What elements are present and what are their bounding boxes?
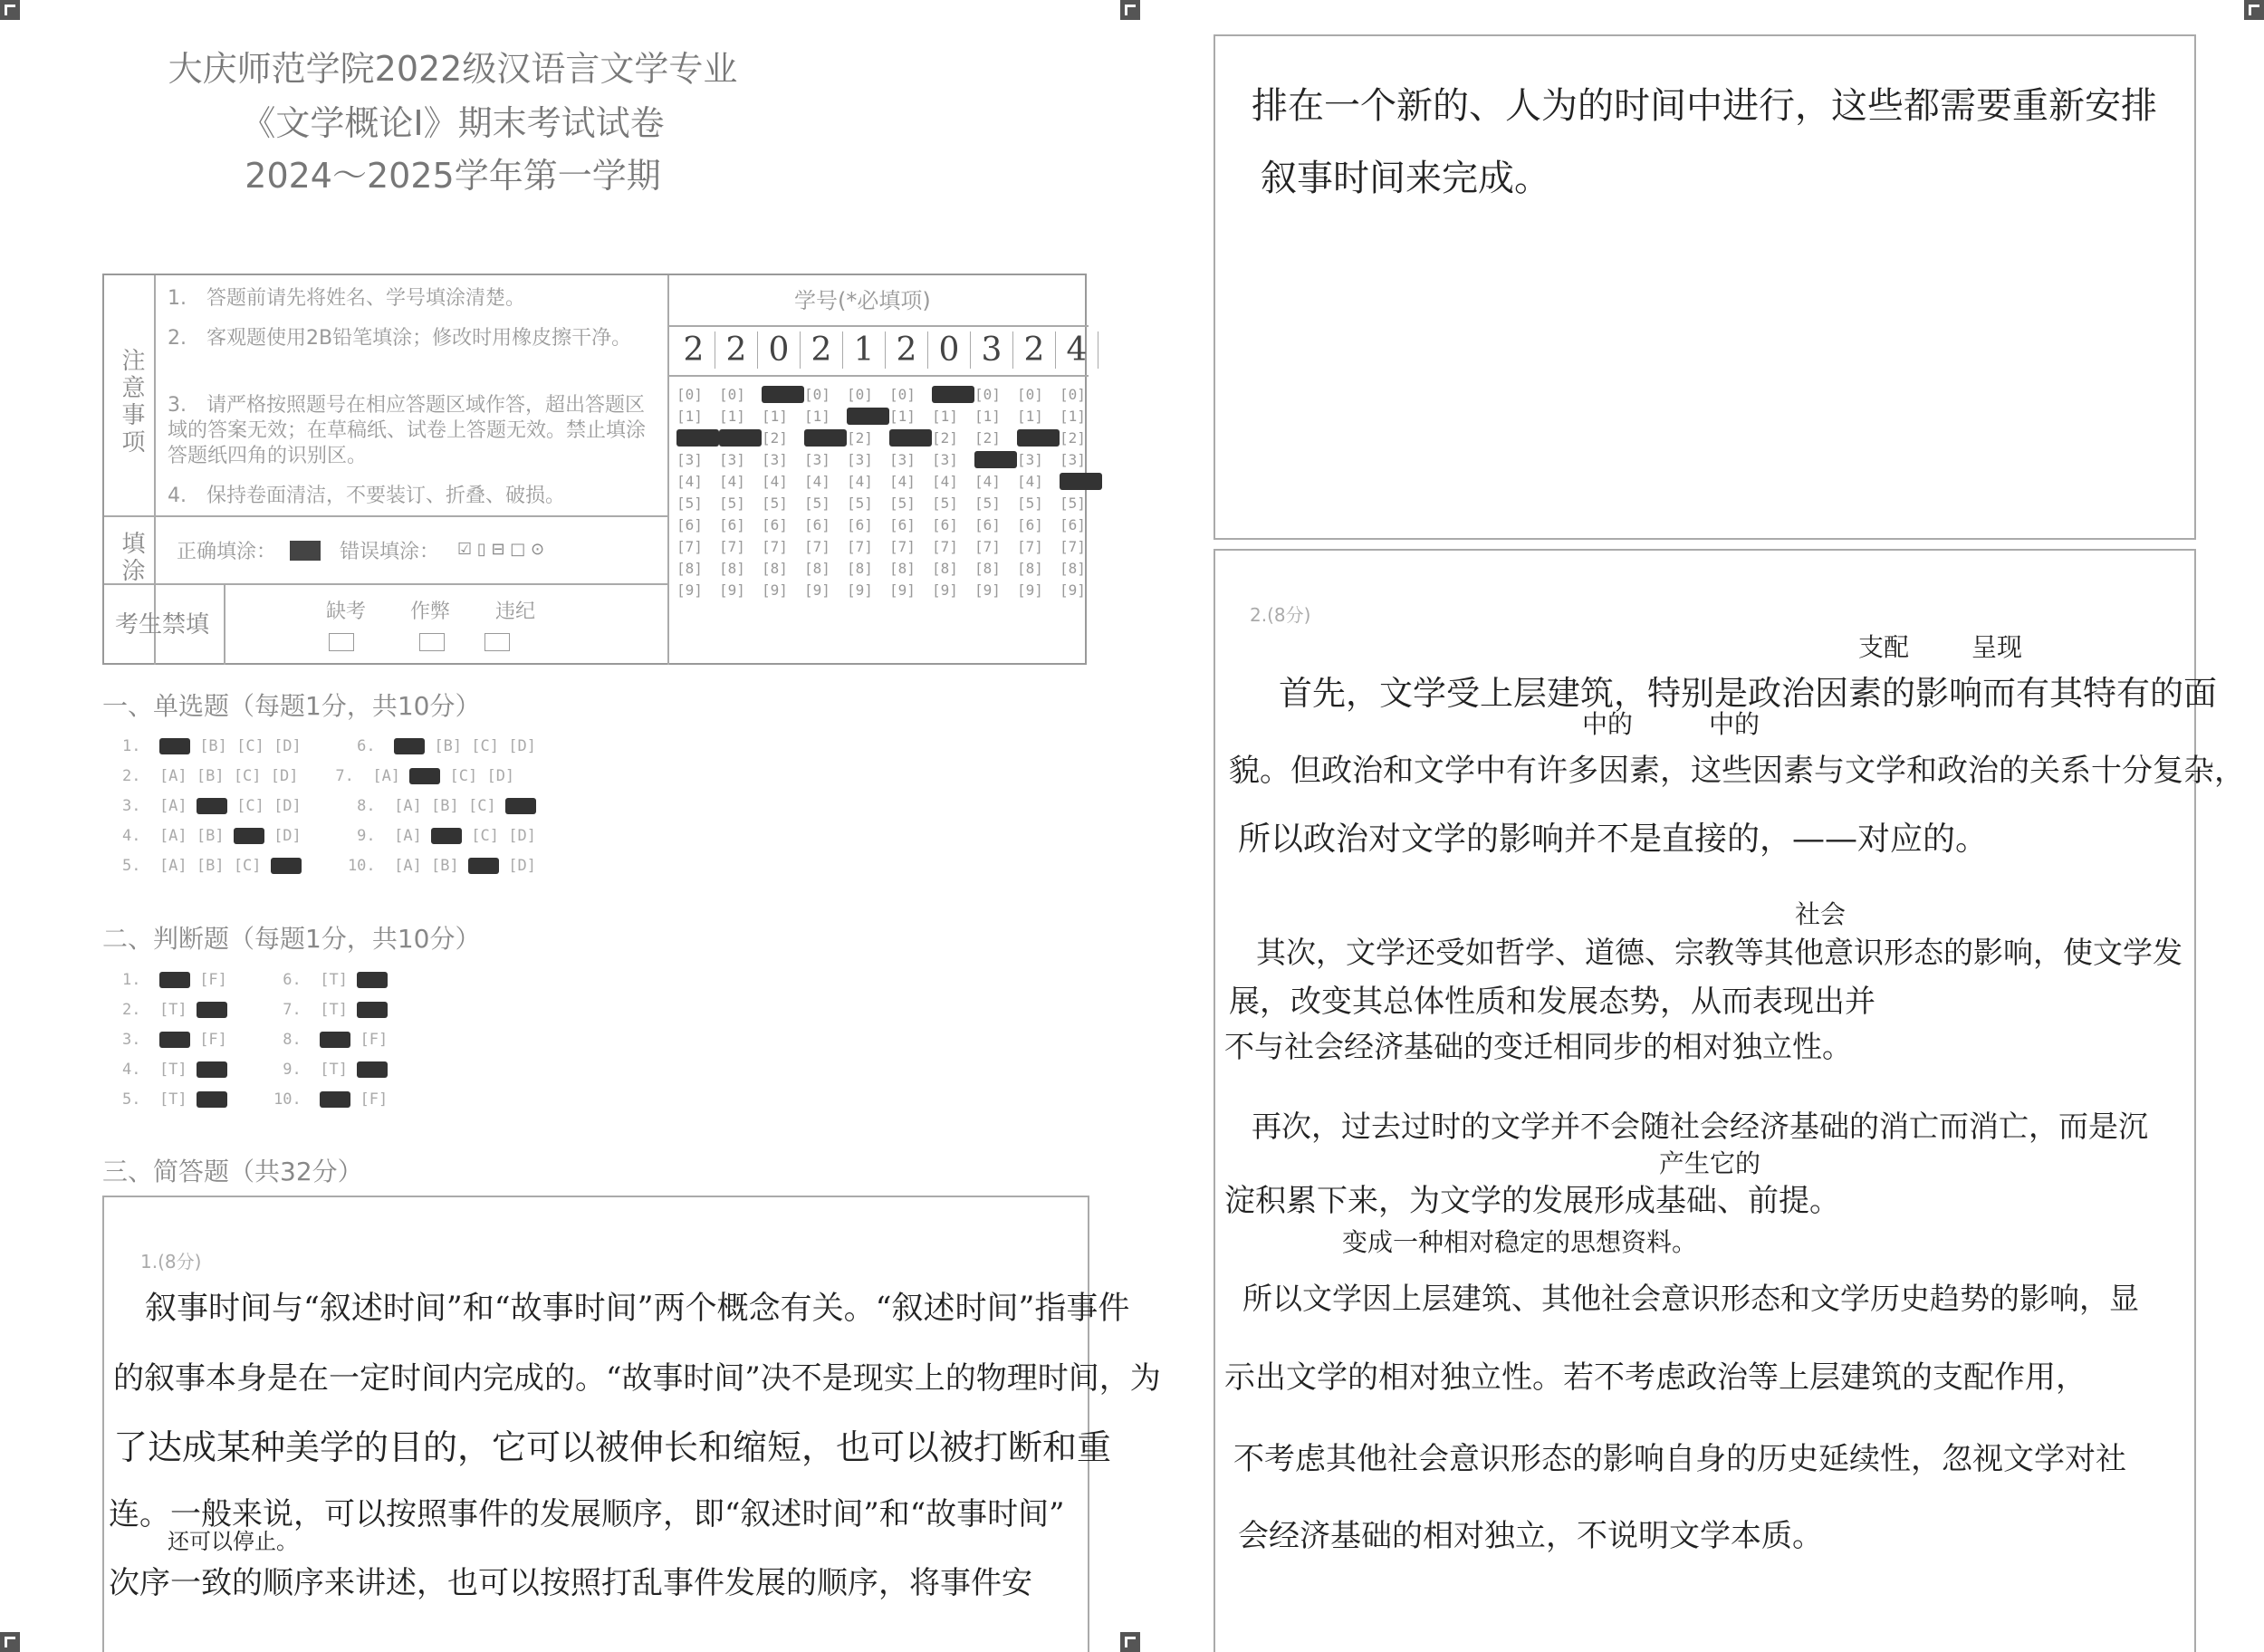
student-id-digit: 0 [928, 331, 971, 369]
q2-annotation: 变成一种相对稳定的思想资料。 [1342, 1227, 1698, 1257]
q1-score-label: 1.(8分) [140, 1251, 202, 1273]
forbidden-box-absent[interactable] [329, 633, 354, 651]
id-bubble[interactable]: [6] [932, 516, 958, 533]
id-bubble[interactable]: [3] [804, 451, 830, 468]
id-bubble[interactable]: [0] [847, 386, 873, 403]
q1-line-3: 了达成某种美学的目的，它可以被伸长和缩短，也可以被打断和重 [113, 1427, 1112, 1467]
id-bubble[interactable]: [3] [1017, 451, 1043, 468]
q1-line-1: 叙事时间与“叙述时间”和“故事时间”两个概念有关。“叙述时间”指事件 [145, 1291, 1130, 1327]
id-bubble[interactable]: [5] [804, 495, 830, 512]
id-bubble[interactable]: [2] [932, 429, 958, 447]
id-bubble[interactable]: [8] [804, 560, 830, 577]
filled-answer-mark [197, 1002, 227, 1018]
filled-answer-mark [320, 1091, 350, 1108]
id-bubble[interactable]: [3] [762, 451, 788, 468]
id-bubble[interactable]: [5] [676, 495, 703, 512]
id-bubble[interactable]: [6] [847, 516, 873, 533]
id-bubble[interactable] [889, 429, 932, 447]
student-id-digits [673, 331, 1098, 369]
tf-row[interactable]: 2. [T] 7. [T] [122, 1001, 388, 1019]
id-bubble[interactable]: [4] [804, 473, 830, 490]
id-bubble[interactable]: [5] [1017, 495, 1043, 512]
forbidden-box-violation[interactable] [484, 633, 510, 651]
id-bubble[interactable]: [1] [804, 408, 830, 425]
q2-line-6: 不与社会经济基础的变迁相同步的相对独立性。 [1224, 1029, 1852, 1064]
id-bubble[interactable]: [7] [1060, 538, 1086, 555]
corner-mark-top-mid [1120, 0, 1140, 20]
id-bubble[interactable]: [7] [804, 538, 830, 555]
tf-row[interactable]: 4. [T] 9. [T] [122, 1061, 388, 1079]
corner-mark-bottom-mid [1120, 1632, 1140, 1652]
id-bubble[interactable]: [7] [719, 538, 745, 555]
filled-answer-mark [159, 1032, 190, 1048]
q2-line-8: 淀积累下来，为文学的发展形成基础、前提。 [1224, 1183, 1840, 1219]
id-bubble[interactable]: [8] [676, 560, 703, 577]
q2-annotation: 中的 [1582, 709, 1634, 739]
mc-row[interactable]: 3. [A] [C] [D] 8. [A] [B] [C] [122, 797, 536, 815]
exam-title-line1: 大庆师范学院2022级汉语言文学专业 [168, 49, 738, 89]
id-bubble[interactable] [1017, 429, 1060, 447]
q1-cont-line-1: 排在一个新的、人为的时间中进行，这些都需要重新安排 [1252, 85, 2157, 127]
student-id-digit: 1 [843, 331, 886, 369]
id-bubble[interactable]: [4] [1017, 473, 1043, 490]
filled-answer-mark [505, 798, 536, 814]
mc-row[interactable]: 5. [A] [B] [C] 10. [A] [B] [D] [122, 857, 536, 875]
section1-title: 一、单选题（每题1分，共10分） [102, 691, 481, 721]
id-bubble[interactable]: [6] [804, 516, 830, 533]
filled-answer-mark [320, 1032, 350, 1048]
id-bubble[interactable]: [7] [932, 538, 958, 555]
student-id-label: 学号(*必填项) [794, 288, 931, 313]
id-bubble[interactable]: [0] [719, 386, 745, 403]
id-bubble[interactable]: [1] [762, 408, 788, 425]
id-bubble[interactable]: [4] [847, 473, 873, 490]
filled-answer-mark [197, 798, 227, 814]
correct-fill-label: 正确填涂： [177, 541, 277, 563]
id-bubble[interactable]: [2] [974, 429, 1001, 447]
id-bubble[interactable]: [2] [1060, 429, 1086, 447]
notice-title: 注意事项 [118, 348, 145, 456]
id-bubble[interactable]: [0] [974, 386, 1001, 403]
filled-answer-mark [409, 768, 440, 784]
id-bubble[interactable]: [4] [889, 473, 916, 490]
id-bubble[interactable]: [7] [889, 538, 916, 555]
id-bubble[interactable]: [0] [1017, 386, 1043, 403]
id-bubble[interactable] [804, 429, 847, 447]
student-id-digit: 2 [886, 331, 928, 369]
id-bubble[interactable]: [6] [1060, 516, 1086, 533]
q2-line-12: 会经济基础的相对独立，不说明文学本质。 [1238, 1518, 1823, 1554]
id-bubble[interactable]: [9] [847, 581, 873, 599]
id-bubble[interactable]: [9] [1060, 581, 1086, 599]
exam-title-line2: 《文学概论Ⅰ》期末考试试卷 [241, 103, 665, 143]
id-bubble[interactable]: [5] [719, 495, 745, 512]
id-bubble[interactable] [1060, 473, 1102, 490]
student-id-digit: 2 [1013, 331, 1056, 369]
id-bubble[interactable]: [1] [889, 408, 916, 425]
notice-item-3: 3. 请严格按照题号在相应答题区域作答，超出答题区域的答案无效；在草稿纸、试卷上答题无效。禁止填涂答题纸四角的识别区。 [168, 394, 647, 467]
q1-continuation-box[interactable] [1214, 34, 2196, 540]
corner-mark-top-right [2244, 0, 2264, 20]
id-bubble[interactable]: [1] [1060, 408, 1086, 425]
corner-mark-bottom-left [0, 1632, 20, 1652]
id-bubble[interactable]: [8] [889, 560, 916, 577]
q2-annotation: 社会 [1795, 899, 1847, 929]
q1-answer-box[interactable] [102, 1196, 1161, 1652]
forbidden-label: 考生禁填 [115, 611, 210, 639]
filled-answer-mark [234, 828, 264, 844]
filled-answer-mark [394, 738, 425, 754]
id-bubble[interactable]: [6] [889, 516, 916, 533]
id-bubble[interactable]: [8] [974, 560, 1001, 577]
id-bubble[interactable]: [3] [719, 451, 745, 468]
q2-line-4: 其次，文学还受如哲学、道德、宗教等其他意识形态的影响，使文学发 [1256, 935, 2182, 970]
id-bubble[interactable]: [9] [719, 581, 745, 599]
q1-cont-line-2: 叙事时间来完成。 [1261, 158, 1550, 199]
section3-title: 三、简答题（共32分） [102, 1157, 363, 1186]
filled-answer-mark [197, 1091, 227, 1108]
id-bubble[interactable]: [1] [932, 408, 958, 425]
id-bubble[interactable]: [2] [847, 429, 873, 447]
id-bubble[interactable]: [4] [974, 473, 1001, 490]
wrong-fill-samples: ☑ ▯ ⊟ □ ⊙ [457, 540, 545, 559]
filled-answer-mark [197, 1061, 227, 1078]
id-bubble[interactable]: [1] [1017, 408, 1043, 425]
id-bubble[interactable]: [9] [804, 581, 830, 599]
student-id-bubble-grid[interactable] [676, 386, 1102, 599]
id-bubble[interactable]: [0] [1060, 386, 1086, 403]
id-bubble[interactable] [719, 429, 762, 447]
id-bubble[interactable]: [7] [762, 538, 788, 555]
id-bubble[interactable]: [0] [889, 386, 916, 403]
q1-insert-note: 还可以停止。 [168, 1529, 298, 1554]
filled-answer-mark [159, 972, 190, 988]
id-bubble[interactable]: [5] [762, 495, 788, 512]
id-bubble[interactable]: [8] [1060, 560, 1086, 577]
id-bubble[interactable]: [1] [974, 408, 1001, 425]
id-bubble[interactable]: [4] [676, 473, 703, 490]
id-bubble[interactable]: [0] [804, 386, 830, 403]
id-bubble[interactable]: [8] [1017, 560, 1043, 577]
q2-annotation: 支配 [1858, 632, 1910, 662]
id-bubble[interactable]: [3] [676, 451, 703, 468]
id-bubble[interactable]: [0] [676, 386, 703, 403]
id-bubble[interactable]: [7] [974, 538, 1001, 555]
id-bubble[interactable]: [3] [889, 451, 916, 468]
id-bubble[interactable]: [6] [719, 516, 745, 533]
notice-item-2: 2. 客观题使用2B铅笔填涂；修改时用橡皮擦干净。 [168, 327, 632, 350]
wrong-fill-label: 错误填涂： [340, 541, 440, 563]
q2-annotation: 中的 [1709, 709, 1760, 739]
id-bubble[interactable]: [7] [1017, 538, 1043, 555]
id-bubble[interactable]: [9] [974, 581, 1001, 599]
id-bubble[interactable]: [8] [719, 560, 745, 577]
filled-answer-mark [431, 828, 462, 844]
id-bubble[interactable]: [6] [676, 516, 703, 533]
q2-line-5: 展，改变其总体性质和发展态势，从而表现出并 [1229, 984, 1875, 1020]
student-id-digit: 2 [715, 331, 758, 369]
q1-line-4: 连。一般来说，可以按照事件的发展顺序，即“叙述时间”和“故事时间” [109, 1496, 1065, 1532]
id-bubble[interactable]: [5] [847, 495, 873, 512]
id-bubble[interactable]: [7] [676, 538, 703, 555]
notice-panel [102, 274, 1087, 665]
forbidden-cheat: 作弊 [410, 600, 451, 623]
q2-line-1: 首先，文学受上层建筑，特别是政治因素的影响而有其特有的面 [1279, 674, 2217, 713]
id-bubble[interactable]: [3] [847, 451, 873, 468]
correct-fill-sample [290, 541, 321, 561]
filled-answer-mark [468, 858, 499, 874]
section2-title: 二、判断题（每题1分，共10分） [102, 924, 481, 954]
id-bubble[interactable] [932, 386, 974, 403]
q2-score-label: 2.(8分) [1250, 604, 1311, 626]
id-bubble[interactable]: [4] [762, 473, 788, 490]
notice-item-4: 4. 保持卷面清洁，不要装订、折叠、破损。 [168, 485, 565, 507]
id-bubble[interactable]: [6] [762, 516, 788, 533]
q2-line-10: 示出文学的相对独立性。若不考虑政治等上层建筑的支配作用， [1224, 1359, 2087, 1396]
id-bubble[interactable] [974, 451, 1017, 468]
id-bubble[interactable]: [3] [1060, 451, 1086, 468]
id-bubble[interactable]: [2] [762, 429, 788, 447]
id-bubble[interactable]: [4] [932, 473, 958, 490]
id-bubble[interactable]: [7] [847, 538, 873, 555]
q2-line-3: 所以政治对文学的影响并不是直接的，——对应的。 [1238, 821, 1989, 858]
q2-line-7: 再次，过去过时的文学并不会随社会经济基础的消亡而消亡，而是沉 [1252, 1109, 2148, 1144]
mc-row[interactable]: 1. [B] [C] [D] 6. [B] [C] [D] [122, 737, 536, 755]
mc-row[interactable]: 4. [A] [B] [D] 9. [A] [C] [D] [122, 827, 536, 845]
id-bubble[interactable]: [1] [676, 408, 703, 425]
q2-line-2: 貌。但政治和文学中有许多因素，这些因素与文学和政治的关系十分复杂， [1229, 753, 2245, 789]
mc-row[interactable]: 2. [A] [B] [C] [D] 7. [A] [C] [D] [122, 767, 515, 785]
id-bubble[interactable]: [5] [974, 495, 1001, 512]
id-bubble[interactable]: [6] [1017, 516, 1043, 533]
id-bubble[interactable] [762, 386, 804, 403]
q2-annotation: 呈现 [1971, 632, 2023, 662]
id-bubble[interactable]: [5] [932, 495, 958, 512]
corner-mark-top-left [0, 0, 20, 20]
q2-line-11: 不考虑其他社会意识形态的影响自身的历史延续性，忽视文学对社 [1233, 1441, 2126, 1477]
tf-row[interactable]: 3. [F] 8. [F] [122, 1031, 389, 1049]
fill-label: 填涂 [118, 531, 145, 585]
filled-answer-mark [357, 1061, 388, 1078]
student-id-digit: 3 [971, 331, 1013, 369]
forbidden-absent: 缺考 [326, 600, 367, 623]
id-bubble[interactable]: [1] [719, 408, 745, 425]
id-bubble[interactable]: [3] [932, 451, 958, 468]
student-id-digit: 2 [801, 331, 843, 369]
id-bubble[interactable] [847, 408, 889, 425]
id-bubble[interactable]: [5] [889, 495, 916, 512]
notice-item-1: 1. 答题前请先将姓名、学号填涂清楚。 [168, 287, 525, 310]
id-bubble[interactable]: [9] [676, 581, 703, 599]
student-id-digit: 0 [758, 331, 801, 369]
q2-line-9: 所以文学因上层建筑、其他社会意识形态和文学历史趋势的影响，显 [1242, 1281, 2139, 1316]
id-bubble[interactable]: [9] [889, 581, 916, 599]
id-bubble[interactable]: [5] [1060, 495, 1086, 512]
forbidden-violation: 违纪 [495, 600, 536, 623]
id-bubble[interactable]: [8] [932, 560, 958, 577]
tf-row[interactable]: 5. [T] 10. [F] [122, 1090, 389, 1109]
q2-answer-box[interactable] [1214, 549, 2245, 1652]
id-bubble[interactable]: [8] [847, 560, 873, 577]
exam-title-line3: 2024～2025学年第一学期 [245, 156, 661, 196]
student-id-digit: 4 [1056, 331, 1098, 369]
filled-answer-mark [357, 972, 388, 988]
q1-line-2: 的叙事本身是在一定时间内完成的。“故事时间”决不是现实上的物理时间，为 [113, 1360, 1161, 1397]
id-bubble[interactable]: [6] [974, 516, 1001, 533]
filled-answer-mark [271, 858, 302, 874]
forbidden-box-cheat[interactable] [419, 633, 445, 651]
tf-row[interactable]: 1. [F] 6. [T] [122, 971, 388, 989]
filled-answer-mark [357, 1002, 388, 1018]
q1-line-5: 次序一致的顺序来讲述，也可以按照打乱事件发展的顺序，将事件安 [109, 1565, 1032, 1601]
id-bubble[interactable]: [8] [762, 560, 788, 577]
student-id-digit: 2 [673, 331, 715, 369]
id-bubble[interactable]: [9] [1017, 581, 1043, 599]
id-bubble[interactable]: [4] [719, 473, 745, 490]
id-bubble[interactable]: [9] [932, 581, 958, 599]
q2-annotation: 产生它的 [1659, 1148, 1761, 1178]
filled-answer-mark [159, 738, 190, 754]
id-bubble[interactable] [676, 429, 719, 447]
id-bubble[interactable]: [9] [762, 581, 788, 599]
